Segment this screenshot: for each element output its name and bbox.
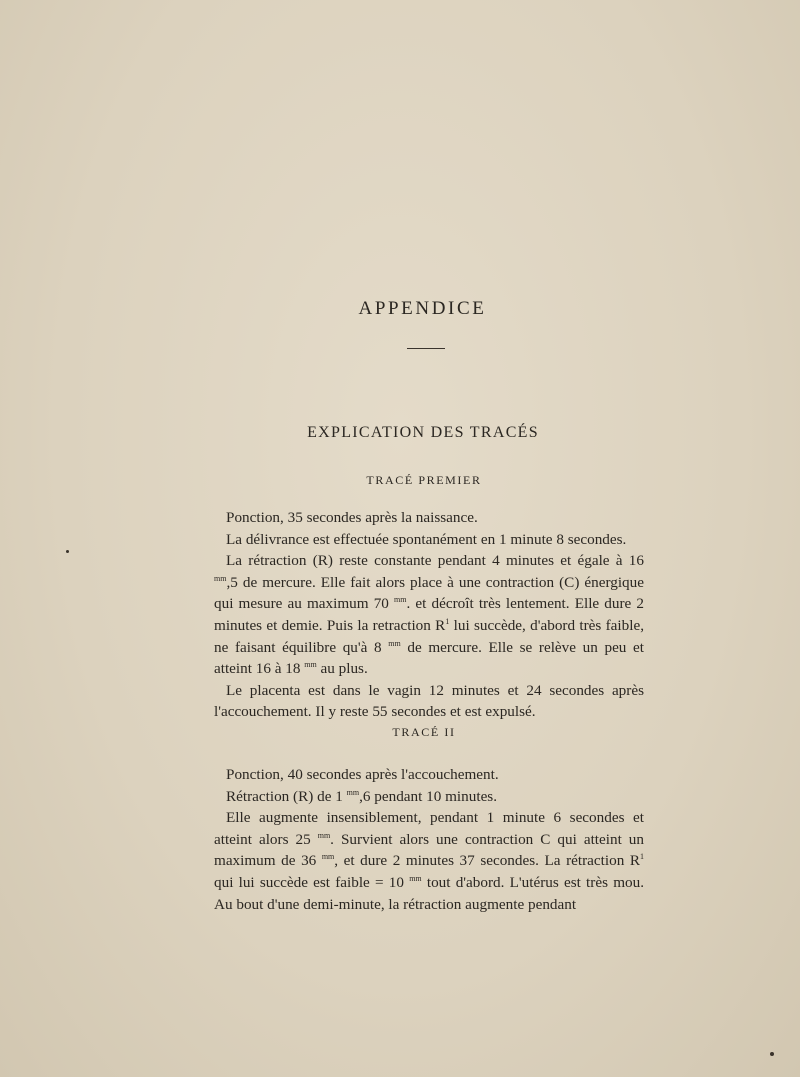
paper-speck (66, 550, 69, 553)
text-run: Elle augmente insensiblement, pendant 1 minute 6 secondes et atteint alors 25 (214, 809, 644, 848)
trace-2-heading: TRACÉ II (392, 725, 456, 739)
paragraph (214, 807, 644, 915)
paragraph: Ponction, 35 secondes après la naissance. (226, 509, 478, 526)
text-run: qui lui succède est faible = 10 (214, 873, 410, 891)
text-run: tout d'abord. L'utérus est très mou. Au bout d'une demi-minute, la rétraction augmente pendant (214, 873, 644, 913)
unit-superscript: mm (394, 595, 407, 605)
text-run: lui succède, d'abord très faible, ne faisant équilibre qu'à 8 (214, 616, 644, 656)
unit-superscript: mm (304, 660, 317, 670)
text-run: ,6 pendant 10 minutes. (359, 787, 498, 805)
unit-superscript: mm (317, 830, 331, 840)
text-run: Rétraction (R) de 1 (226, 787, 347, 805)
unit-superscript: mm (214, 573, 227, 583)
index-superscript: 1 (639, 852, 644, 862)
text-run: ,5 de mercure. Elle fait alors place à une contraction (C) énergique qui mesure au maximum 70 (214, 573, 644, 613)
unit-superscript: mm (321, 852, 335, 862)
paragraph (214, 786, 644, 808)
trace-1-text (214, 507, 644, 723)
unit-superscript: mm (409, 873, 422, 883)
section-title: EXPLICATION DES TRACÉS (307, 424, 539, 441)
paper-speck (770, 1052, 774, 1056)
paragraph: La délivrance est effectuée spontanément en 1 minute 8 secondes. (226, 530, 627, 548)
page-title: APPENDICE (358, 298, 487, 319)
text-run: . et décroît très lentement. Elle dure 2 minutes et demie. Puis la retraction R (214, 595, 644, 634)
index-superscript: 1 (445, 616, 450, 626)
paragraph: Le placenta est dans le vagin 12 minutes et 24 secondes après l'accouchement. Il y reste 55 secondes et est expulsé. (214, 681, 644, 721)
title-rule (407, 348, 445, 349)
text-run: . Survient alors une contraction C qui atteint un maximum de 36 (214, 830, 644, 870)
trace-2-text (214, 764, 644, 915)
paragraph (214, 550, 644, 680)
text-run: , et dure 2 minutes 37 secondes. La rétraction R (334, 852, 640, 870)
unit-superscript: mm (346, 787, 360, 797)
text-run: au plus. (316, 660, 368, 678)
text-run: de mercure. Elle se relève un peu et atteint 16 à 18 (214, 638, 644, 678)
unit-superscript: mm (388, 638, 401, 648)
paragraph: Ponction, 40 secondes après l'accouchement. (226, 766, 499, 783)
text-run: La rétraction (R) reste constante pendant 4 minutes et égale à 16 (226, 552, 644, 570)
trace-1-heading: TRACÉ PREMIER (366, 473, 482, 487)
